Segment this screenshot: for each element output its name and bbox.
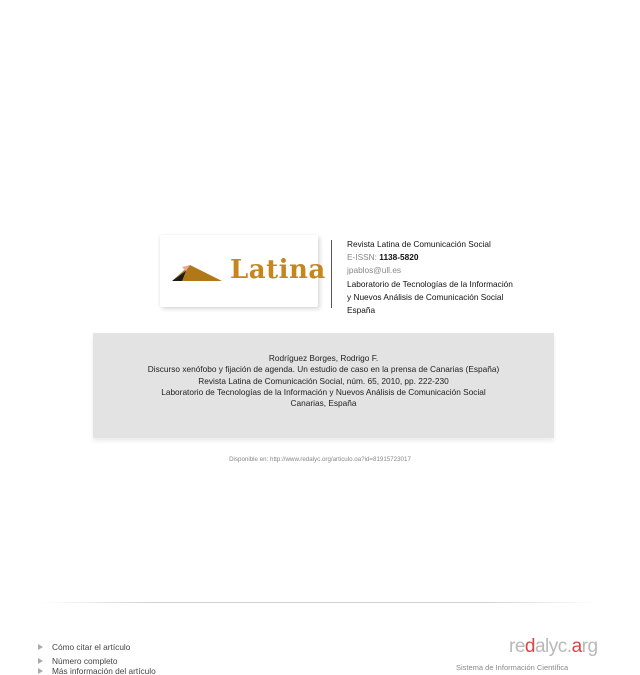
citation-block	[93, 353, 554, 409]
footer-divider	[40, 602, 596, 603]
link-more-info[interactable]	[38, 668, 156, 674]
citation-location: Canarias, España	[290, 398, 357, 409]
triangle-right-icon	[38, 668, 43, 674]
link-full-issue[interactable]	[38, 654, 156, 668]
citation-title: Discurso xenófobo y fijación de agenda. Un estudio de caso en la prensa de Canarias (España)	[147, 364, 500, 375]
issn-label: E-ISSN:	[347, 252, 377, 263]
brand-part: rg	[581, 636, 598, 657]
brand-accent: a	[571, 636, 582, 657]
link-label: Número completo	[52, 656, 118, 666]
link-label: Más información del artículo	[52, 668, 156, 674]
journal-info	[347, 238, 513, 317]
publisher-line-2: y Nuevos Análisis de Comunicación Social	[347, 291, 504, 302]
citation-publisher: Laboratorio de Tecnologías de la Información y Nuevos Análisis de Comunicación Social	[161, 386, 486, 397]
link-cite-article[interactable]	[38, 640, 156, 654]
citation-source: Revista Latina de Comunicación Social, núm. 65, 2010, pp. 222-230	[198, 375, 449, 386]
journal-name: Revista Latina de Comunicación Social	[347, 239, 491, 249]
triangle-right-icon	[38, 658, 43, 664]
issn-value: 1138-5820	[379, 252, 419, 263]
journal-email[interactable]: jpablos@ull.es	[347, 265, 402, 276]
citation-author: Rodríguez Borges, Rodrigo F.	[268, 353, 379, 363]
brand-part: re	[509, 636, 525, 657]
redalyc-tagline: Sistema de Información Científica	[456, 663, 569, 672]
logo-word: Latina	[230, 255, 326, 285]
publisher-line-1: Laboratorio de Tecnologías de la Información	[347, 278, 513, 289]
issn-line	[347, 251, 513, 264]
footer-links	[38, 640, 156, 674]
journal-country: España	[347, 305, 376, 316]
triangle-right-icon	[38, 644, 43, 650]
link-label: Cómo citar el artículo	[52, 642, 131, 652]
journal-logo	[160, 235, 326, 307]
brand-accent: d	[524, 636, 535, 657]
availability-link[interactable]: Disponible en: http://www.redalyc.org/articulo.oa?id=81915723017	[229, 456, 411, 463]
logo-divider	[331, 240, 332, 308]
brand-part: alyc.	[534, 636, 572, 657]
redalyc-logo[interactable]	[509, 636, 598, 658]
